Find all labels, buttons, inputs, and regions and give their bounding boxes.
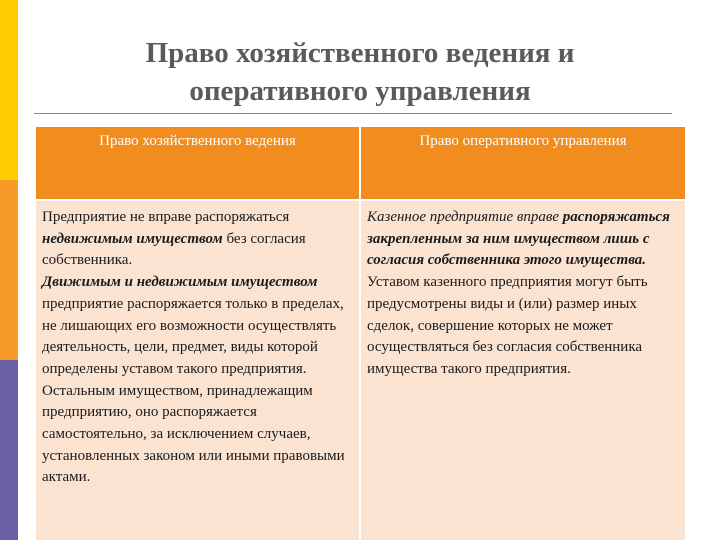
slide-title-line-1: Право хозяйственного ведения и xyxy=(145,37,575,69)
table-row xyxy=(35,200,686,540)
left-text-1a: Предприятие не вправе распоряжаться xyxy=(42,209,290,225)
accent-stripe-orange xyxy=(0,180,18,360)
right-text-2: Уставом казенного предприятия могут быть предусмотрены виды и (или) размер иных сделок, совершение которых не может осуществляться без согласия собственника имущества такого предприятия. xyxy=(367,274,648,377)
left-text-1b: недвижимым имуществом xyxy=(42,230,223,247)
header-operational-management: Право оперативного управления xyxy=(360,126,686,200)
title-divider xyxy=(34,113,672,114)
accent-stripe-yellow xyxy=(0,0,18,180)
right-text-1a: Казенное предприятие вправе xyxy=(367,209,563,225)
right-text-1b: распоряжаться закрепленным за ним имуществом лишь с согласия собственника этого имущества. xyxy=(367,209,670,269)
slide-title-line-2: оперативного управления xyxy=(189,75,531,107)
left-text-2a: Движимым и недвижимым имуществом xyxy=(42,274,318,291)
cell-operational-management xyxy=(360,200,686,540)
slide-title xyxy=(40,34,680,110)
left-text-3: Остальным имуществом, принадлежащим предприятию, оно распоряжается самостоятельно, за исключением случаев, установленных законом или иными правовыми актами. xyxy=(42,382,345,486)
table-header-row xyxy=(35,126,686,200)
comparison-table xyxy=(34,125,687,540)
cell-economic-management xyxy=(35,200,360,540)
header-economic-management: Право хозяйственного ведения xyxy=(35,126,360,200)
left-text-2b: предприятие распоряжается только в пределах, не лишающих его возможности осуществлять деятельность, цели, предмет, виды которой определены уставом такого предприятия. xyxy=(42,295,344,377)
accent-stripe-purple xyxy=(0,360,18,540)
left-text-1c: без согласия собственника. xyxy=(42,230,306,269)
